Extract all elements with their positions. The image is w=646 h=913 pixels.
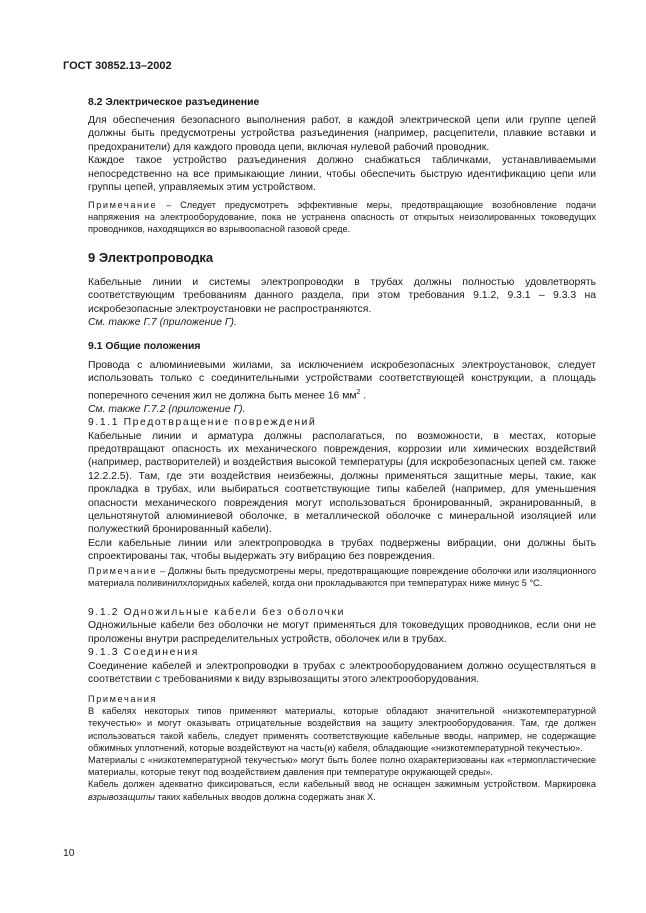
section-9-title: 9 Электропроводка [88, 250, 214, 265]
paragraph: Соединение кабелей и электропроводки в трубах с электрооборудованием должно осуществляться в соответствии с требованиями к виду взрывозащиты этого электрооборудования. [88, 660, 596, 686]
paragraph: Каждое такое устройство разъединения должно снабжаться табличками, устанавливаемыми непосредственно на все примыкающие линии, чтобы обеспечить быструю идентификацию цепи или группы цепей, управляемых этим устройством. [88, 155, 596, 194]
note-label: Примечание [88, 566, 158, 576]
subsection-9-1-2-title: 9.1.2 Одножильные кабели без оболочки [88, 607, 346, 618]
section-8-2-title: 8.2 Электрическое разъединение [88, 97, 260, 108]
note [88, 565, 596, 589]
note-label: Примечание [88, 200, 158, 210]
section-9-1-2-3 [88, 606, 596, 686]
section-9-1 [88, 340, 596, 353]
section-9-1-title: 9.1 Общие положения [88, 341, 201, 352]
section-9 [88, 250, 596, 266]
notes-block [88, 693, 596, 803]
paragraph: Провода с алюминиевыми жилами, за исключением искробезопасных электроустановок, следует использовать только с соединительными устройствами соответствующей конструкции, а площадь поперечного сечения жил не должна быть менее 16 $мм^2$ . [88, 360, 596, 402]
note: В кабелях некоторых типов применяют материалы, которые обладают значительной «низкотемпературной текучестью» и могут оказывать отрицательные воздействия на защиту электрооборудования. Там, где должен использоваться такой кабель, следует применять соответствующие кабельные вводы, например, не содержащие обжимных уплотнений, которые воздействуют на часть(и) кабеля, обладающие «низкотемпературной текучестью». [88, 706, 596, 753]
notes-label: Примечания [88, 694, 158, 704]
note: Материалы с «низкотемпературной текучестью» могут быть более полно охарактеризованы как «термопластические материалы, которые текут под воздействием давления при температуре окружающей среды». [88, 755, 596, 778]
section-8-2 [88, 96, 596, 109]
note: Кабель должен адекватно фиксироваться, если кабельный ввод не оснащен зажимным устройством. Маркировка взрывозащиты таких кабельных вводов должна содержать знак Х. [88, 779, 596, 802]
note-block [88, 199, 596, 236]
note-block [88, 565, 596, 589]
paragraph: Кабельные линии и арматура должны располагаться, по возможности, в местах, которые предотвращают опасность их механического повреждения, коррозии или химических воздействий (например, растворителей) и воздействия высокой температуры (для искробезопасных цепей см. также 12.2.2.5). Там, где эти воздействия неизбежны, должны применяться защитные меры, такие, как прокладка в трубах, или выбираться соответствующие типы кабелей (например, для уменьшения опасности механического повреждения могут использоваться бронированный, экранированный, в цельнотянутой алюминиевой оболочке, в металлической оболочке с минеральной изоляцией или полужесткий бронированный кабели). [88, 430, 596, 536]
note [88, 199, 596, 236]
note-text: – Следует предусмотреть эффективные меры, предотвращающие возобновление подачи напряжения на электрооборудование, пока не устранена опасность от открытых неизолированных токоведущих проводников, находящихся во взрывоопасной газовой среде. [88, 200, 596, 235]
note-text: – Должны быть предусмотрены меры, предотвращающие повреждение оболочки или изоляционного материала поливинилхлоридных кабелей, когда они прокладываются при температурах ниже минус 5 °С. [88, 566, 596, 589]
section-9-body [88, 276, 596, 330]
page-number: 10 [63, 848, 75, 859]
paragraph: Кабельные линии и системы электропроводки в трубах должны полностью удовлетворять соответствующим требованиям данного раздела, при этом требования 9.1.2, 9.3.1 – 9.3.3 на искробезопасные электроустановки не распространяются. [88, 277, 596, 315]
paragraph: Если кабельные линии или электропроводка в трубах подвержены вибрации, они должны быть спроектированы так, чтобы выдержать эту вибрацию без повреждения. [88, 537, 596, 563]
see-also: См. также Г.7 (приложение Г). [88, 317, 237, 329]
section-8-2-body [88, 114, 596, 194]
subsection-9-1-1-title: 9.1.1 Предотвращение повреждений [88, 417, 317, 429]
section-9-1-body [88, 359, 596, 564]
subsection-9-1-3-title: 9.1.3 Соединения [88, 647, 199, 659]
paragraph: Одножильные кабели без оболочки не могут применяться для токоведущих проводников, если они не проложены внутри распределительных устройств, оболочек или в трубах. [88, 620, 596, 645]
see-also: См. также Г.7.2 (приложение Г). [88, 403, 246, 415]
document-header: ГОСТ 30852.13–2002 [63, 60, 172, 72]
paragraph: Для обеспечения безопасного выполнения работ, в каждой электрической цепи или группе цепей должны быть предусмотрены устройства разъединения (например, расцепители, плавкие вставки и предохранители) для каждого провода цепи, включая нулевой рабочий проводник. [88, 115, 596, 153]
